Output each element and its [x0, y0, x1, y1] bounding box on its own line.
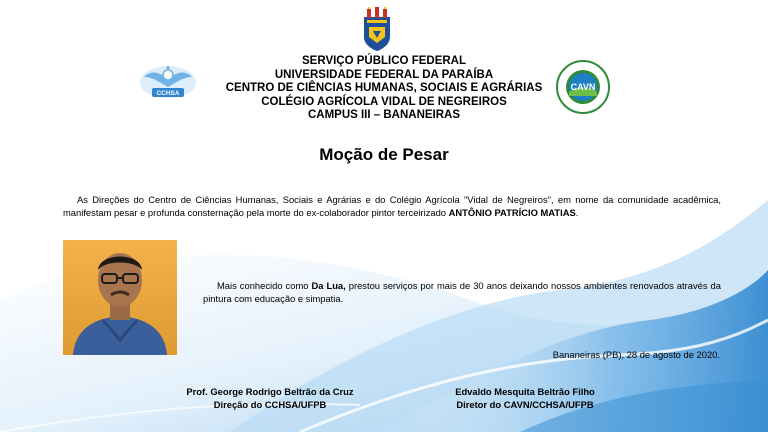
paragraph-announcement-text: As Direções do Centro de Ciências Humanas, Sociais e Agrárias e do Colégio Agrícola "Vidal de Negreiros", em nome da comunidade acadêmica, manifestam pesar e profunda consternação pela morte do ex-colaborador pintor terceirizado: [63, 194, 721, 218]
signature-cavn: [420, 385, 630, 411]
header-line: CENTRO DE CIÊNCIAS HUMANAS, SOCIAIS E AGRÁRIAS: [225, 82, 543, 94]
signature-role: Diretor do CAVN/CCHSA/UFPB: [456, 399, 594, 410]
institution-header: [0, 55, 768, 123]
cchsa-logo-text: CCHSA: [156, 90, 180, 97]
paragraph-tribute: [203, 279, 721, 305]
deceased-photo: [63, 240, 177, 355]
date-line: Bananeiras (PB), 28 de agosto de 2020.: [552, 349, 720, 360]
paragraph-announcement: [63, 193, 721, 219]
paragraph-tribute-before: Mais conhecido como: [217, 280, 312, 291]
ufpb-crest-logo: [361, 7, 393, 51]
paragraph-tribute-after: prestou serviços por mais de 30 anos deixando nossos ambientes renovados através da pintura com educação e simpatia.: [203, 280, 721, 304]
header-line: COLÉGIO AGRÍCOLA VIDAL DE NEGREIROS: [261, 95, 507, 108]
signature-role: Direção do CCHSA/UFPB: [213, 399, 327, 410]
nickname: Da Lua,: [311, 280, 346, 291]
header-line: CAMPUS III – BANANEIRAS: [307, 109, 461, 121]
deceased-name: ANTÔNIO PATRÍCIO MATIAS: [448, 207, 576, 218]
document-title: Moção de Pesar: [319, 145, 449, 164]
signature-name: Edvaldo Mesquita Beltrão Filho: [455, 386, 595, 397]
header-line: UNIVERSIDADE FEDERAL DA PARAÍBA: [274, 68, 494, 81]
signature-name: Prof. George Rodrigo Beltrão da Cruz: [186, 386, 354, 397]
paragraph-announcement-end: .: [575, 207, 579, 218]
header-line: SERVIÇO PÚBLICO FEDERAL: [302, 55, 466, 67]
signature-cchsa: [150, 385, 390, 411]
cavn-logo-text: CAVN: [570, 82, 596, 92]
